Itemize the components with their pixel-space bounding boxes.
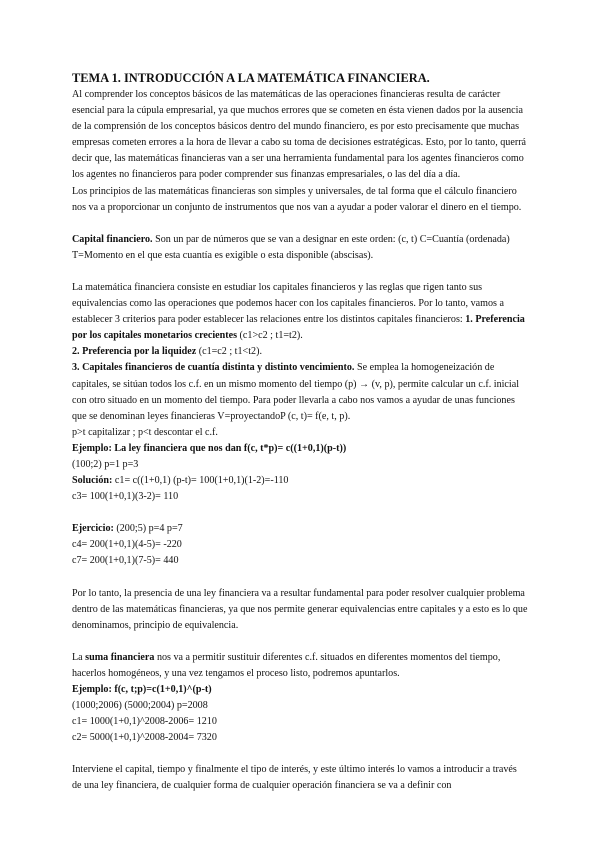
- example-1-c3: c3= 100(1+0,1)(3-2)= 110: [72, 491, 179, 503]
- sum-example-c2: c2= 5000(1+0,1)^2008-2004= 7320: [72, 732, 217, 744]
- document-page: [72, 70, 528, 795]
- exercise-c4: c4= 200(1+0,1)(4-5)= -220: [72, 539, 182, 551]
- intro-paragraph-2: Los principios de las matemáticas financieras son simples y universales, de tal forma que el cálculo financiero nos va a proporcionar un conjunto de instrumentos que nos van a ayudar a poder valorar el dinero en el tiempo.: [72, 185, 522, 213]
- capital-term: Capital financiero.: [72, 233, 153, 245]
- sum-example-heading: Ejemplo: f(c, t;p)=c(1+0,1)^(p-t): [72, 684, 212, 695]
- criterion-3: 3. Capitales financieros de cuantía distinta y distinto vencimiento. Se emplea la homogeneización de capitales, se sitúan todos los c.f. en un mismo momento del tiempo (p) → (v, p), permite calcular un c.f. inicial con otro situado en un momento del tiempo. Para poder llevarla a cabo nos vamos a ayudar de unas funciones que se denominan leyes financieras V=proyectandoP (c, t)= f(e, t, p).: [72, 362, 519, 422]
- equivalence-paragraph: Por lo tanto, la presencia de una ley financiera va a resultar fundamental para poder resolver cualquier problema dentro de las matemáticas financieras, ya que nos permite generar equivalencias entre capitales y a esto es lo que denominamos, principio de equivalencia.: [72, 587, 528, 631]
- closing-paragraph: Interviene el capital, tiempo y finalmente el tipo de interés, y este último interés lo vamos a introducir a través de una ley financiera, de cualquier forma de cualquier operación financiera se va a definir con: [72, 764, 517, 792]
- criterion-1-label: 1. Preferencia por los capitales monetarios crecientes: [72, 314, 525, 342]
- criteria-paragraph: La matemática financiera consiste en estudiar los capitales financieros y las reglas que rigen tanto sus equivalencias como las operaciones que podemos hacer con los capitales financieros. Por lo tanto, vamos a establecer 3 criterios para poder establecer las relaciones entre los distintos capitales financieros: 1. Preferencia por los capitales monetarios crecientes (c1>c2 ; t1=t2).: [72, 281, 525, 342]
- capital-definition-text: Son un par de números que se van a designar en este orden: (c, t) C=Cuantía (ordenada): [152, 233, 510, 245]
- intro-paragraph-1: Al comprender los conceptos básicos de las matemáticas de las operaciones financieras resulta de carácter esencial para la cúpula empresarial, ya que muchos errores que se cometen en ésta vienen dados por la ausencia de la comprensión de los conceptos básicos dentro del mundo financiero, es por esto precisamente que muchas empresas cometen errores a la hora de llevar a cabo su toma de decisiones estratégicas. Esto, por lo tanto, querrá decir que, las matemáticas financieras van a ser una herramienta fundamental para los agentes financieros como los agentes no financieros para poder comprender sus finanzas empresariales, o las del día a día.: [72, 89, 527, 181]
- sum-example-data: (1000;2006) (5000;2004) p=2008: [72, 700, 208, 712]
- example-1-data: (100;2) p=1 p=3: [72, 458, 139, 470]
- criterion-3-label: 3. Capitales financieros de cuantía distinta y distinto vencimiento.: [72, 362, 355, 374]
- sum-paragraph: La suma financiera nos va a permitir sustituir diferentes c.f. situados en diferentes momentos del tiempo, hacerlos homogéneos, y una vez tengamos el proceso listo, podremos apuntarlos.: [72, 651, 501, 679]
- page-title: TEMA 1. INTRODUCCIÓN A LA MATEMÁTICA FINANCIERA.: [72, 71, 430, 85]
- exercise-heading: Ejercicio: (200;5) p=4 p=7: [72, 523, 183, 535]
- capitalize-rule: p>t capitalizar ; p<t descontar el c.f.: [72, 426, 218, 438]
- capital-line-2: T=Momento en el que esta cuantía es exigible o esta disponible (abscisas).: [72, 249, 374, 261]
- criterion-2-label: 2. Preferencia por la liquidez: [72, 346, 197, 358]
- exercise-c7: c7= 200(1+0,1)(7-5)= 440: [72, 555, 179, 567]
- example-1-heading: Ejemplo: La ley financiera que nos dan f(c, t*p)= c((1+0,1)(p-t)): [72, 442, 347, 454]
- sum-example-c1: c1= 1000(1+0,1)^2008-2006= 1210: [72, 716, 217, 728]
- capital-definition: [72, 232, 528, 248]
- criterion-2: 2. Preferencia por la liquidez (c1=c2 ; t1<t2).: [72, 346, 262, 358]
- sum-term: suma financiera: [85, 651, 155, 663]
- example-1-solution: Solución: c1= c((1+0,1) (p-t)= 100(1+0,1)(1-2)=-110: [72, 475, 289, 487]
